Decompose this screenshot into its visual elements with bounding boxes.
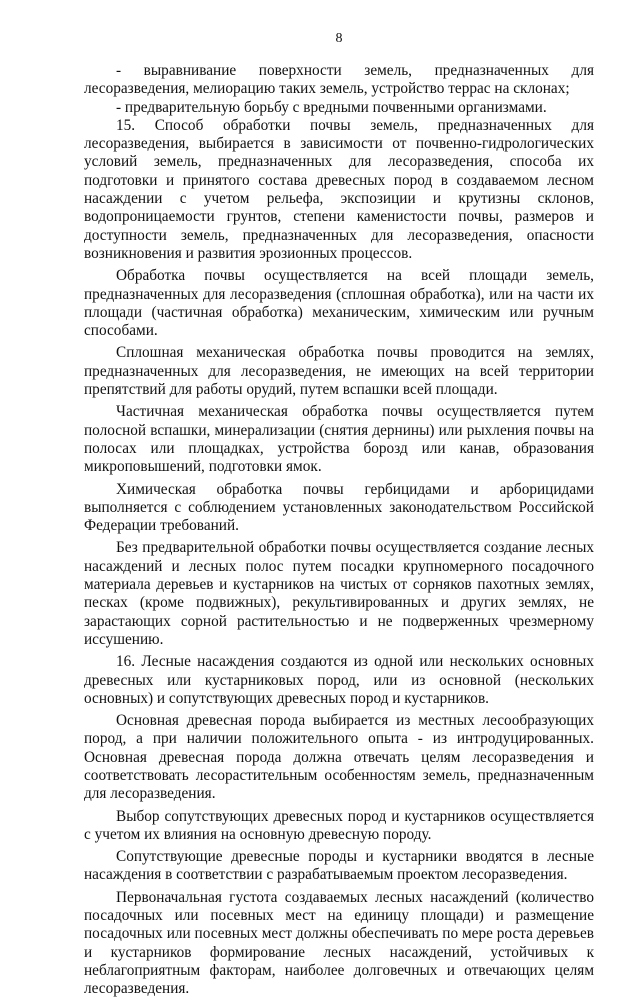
- paragraph-soil-treatment: Обработка почвы осуществляется на всей площади земель, предназначенных для лесоразведения (сплошная обработка), или на части их площади (частичная обработка) механическим, химическим или ручным способами.: [84, 267, 594, 340]
- paragraph-item-16: 16. Лесные насаждения создаются из одной или нескольких основных древесных или кустарниковых пород, или из основной (нескольких основных) и сопутствующих древесных пород и кустарников.: [84, 653, 594, 707]
- paragraph-land-leveling: - выравнивание поверхности земель, предназначенных для лесоразведения, мелиорацию таких земель, устройство террас на склонах;: [84, 62, 594, 98]
- paragraph-chemical-treatment: Химическая обработка почвы гербицидами и арборицидами выполняется с соблюдением установленных законодательством Российской Федерации требований.: [84, 480, 594, 535]
- paragraph-item-15: 15. Способ обработки почвы земель, предназначенных для лесоразведения, выбирается в зависимости от почвенно-гидрологических условий земель, предназначенных для лесоразведения, способа их подготовки и принятого состава древесных пород в создаваемом лесном насаждении с учетом рельефа, экспозиции и крутизны склонов, водопроницаемости грунтов, степени каменистости почвы, размеров и доступности земель, предназначенных для лесоразведения, опасности возникновения и развития эрозионных процессов.: [84, 116, 594, 262]
- paragraph-continuous-treatment: Сплошная механическая обработка почвы проводится на землях, предназначенных для лесоразведения, не имеющих на всей территории препятствий для работы орудий, путем вспашки всей площади.: [84, 344, 594, 399]
- paragraph-companion-introduction: Сопутствующие древесные породы и кустарники вводятся в лесные насаждения в соответствии с разрабатываемым проектом лесоразведения.: [84, 848, 594, 884]
- document-page: [84, 30, 594, 999]
- paragraph-partial-treatment: Частичная механическая обработка почвы осуществляется путем полосной вспашки, минерализации (снятия дернины) или рыхления почвы на полосах или площадках, устройства борозд или канав, образования микроповышений, подготовки ямок.: [84, 403, 594, 476]
- paragraph-companion-selection: Выбор сопутствующих древесных пород и кустарников осуществляется с учетом их влияния на основную древесную породу.: [84, 807, 594, 843]
- paragraph-no-treatment: Без предварительной обработки почвы осуществляется создание лесных насаждений и лесных полос путем посадки крупномерного посадочного материала деревьев и кустарников на чистых от сорняков пахотных землях, песках (кроме подвижных), рекультивированных и других землях, не зарастающих сорной растительностью и не подверженных чрезмерному иссушению.: [84, 539, 594, 648]
- paragraph-initial-density: Первоначальная густота создаваемых лесных насаждений (количество посадочных или посевных мест на единицу площади) и размещение посадочных или посевных мест должны обеспечивать по мере роста деревьев и кустарников формирование лесных насаждений, устойчивых к неблагоприятным факторам, наиболее долговечных и отвечающих целям лесоразведения.: [84, 888, 594, 998]
- paragraph-pest-control: - предварительную борьбу с вредными почвенными организмами.: [116, 98, 547, 116]
- paragraph-main-species: Основная древесная порода выбирается из местных лесообразующих пород, а при наличии положительного опыта - из интродуцированных. Основная древесная порода должна отвечать целям лесоразведения и соответствовать лесорастительным особенностям земель, предназначенным для лесоразведения.: [84, 712, 594, 803]
- page-number: 8: [335, 31, 343, 46]
